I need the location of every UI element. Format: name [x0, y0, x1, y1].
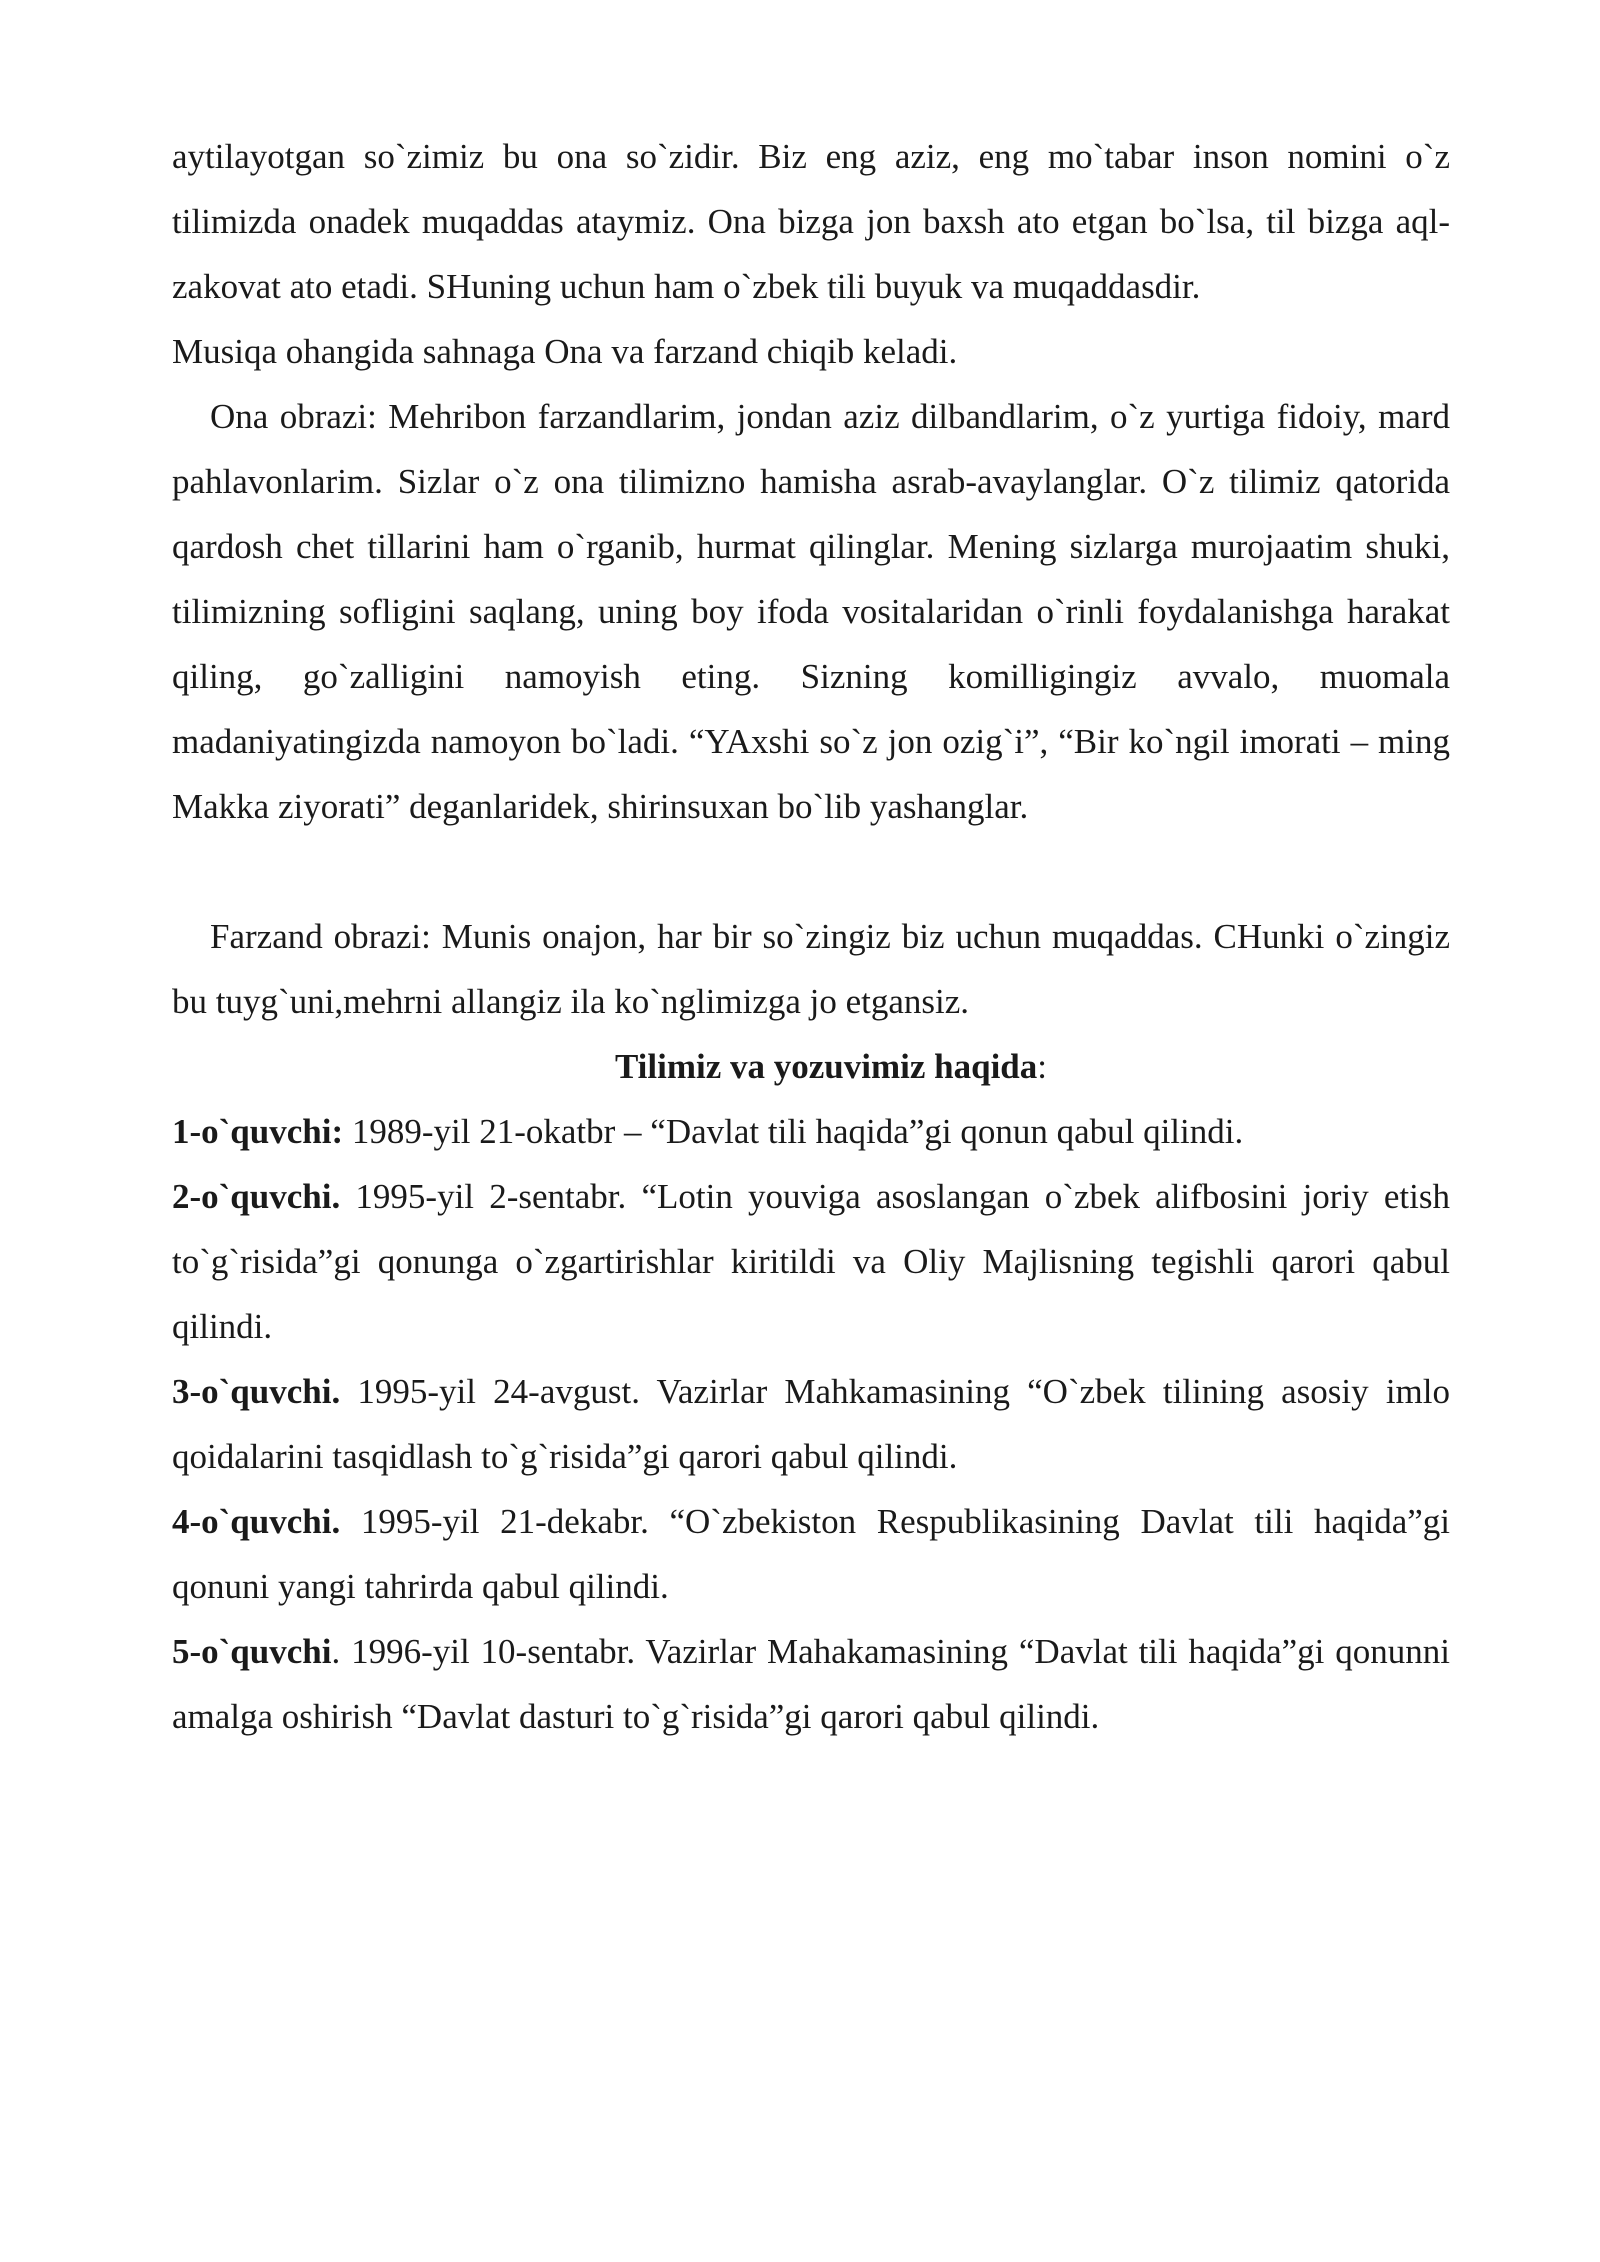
mother-speech: Ona obrazi: Mehribon farzandlarim, jondan aziz dilbandlarim, o`z yurtiga fidoiy, mard pahlavonlarim. Sizlar o`z ona tilimizno hamisha asrab-avaylanglar. O`z tilimiz qatorida qardosh chet tillarini ham o`rganib, hurmat qilinglar. Mening sizlarga murojaatim shuki, tilimizning sofligini saqlang, uning boy ifoda vositalaridan o`rinli foydalanishga harakat qiling, go`zalligini namoyish eting. Sizning komilligingiz avvalo, muomala madaniyatingizda namoyon bo`ladi. “YAxshi so`z jon ozig`i”, “Bir ko`ngil imorati – ming Makka ziyorati” deganlaridek, shirinsuxan bo`lib yashanglar.	[172, 397, 1450, 826]
reader-2	[172, 1164, 1450, 1359]
document-page	[172, 124, 1450, 1749]
section-heading	[172, 1034, 1450, 1099]
reader-4	[172, 1489, 1450, 1619]
reader-5-sep: .	[331, 1632, 341, 1671]
reader-1	[172, 1099, 1450, 1164]
reader-4-label: 4-o`quvchi.	[172, 1502, 341, 1541]
reader-3-label: 3-o`quvchi.	[172, 1372, 341, 1411]
reader-1-label: 1-o`quvchi:	[172, 1112, 344, 1151]
child-speech: Farzand obrazi: Munis onajon, har bir so`zingiz biz uchun muqaddas. CHunki o`zingiz bu tuyg`uni,mehrni allangiz ila ko`nglimizga jo etgansiz.	[172, 917, 1450, 1021]
paragraph-gap	[172, 839, 1450, 904]
reader-5-text: 1996-yil 10-sentabr. Vazirlar Mahakamasining “Davlat tili haqida”gi qonunni amalga oshirish “Davlat dasturi to`g`risida”gi qarori qabul qilindi.	[172, 1632, 1450, 1736]
reader-2-text: 1995-yil 2-sentabr. “Lotin youviga asoslangan o`zbek alifbosini joriy etish to`g`risida”gi qonunga o`zgartirishlar kiritildi va Oliy Majlisning tegishli qarori qabul qilindi.	[172, 1177, 1450, 1346]
reader-1-text: 1989-yil 21-okatbr – “Davlat tili haqida”gi qonun qabul qilindi.	[343, 1112, 1244, 1151]
reader-2-label: 2-o`quvchi.	[172, 1177, 341, 1216]
reader-5-label: 5-o`quvchi	[172, 1632, 332, 1671]
intro-paragraph: aytilayotgan so`zimiz bu ona so`zidir. Biz eng aziz, eng mo`tabar inson nomini o`z tilimizda onadek muqaddas ataymiz. Ona bizga jon baxsh ato etgan bo`lsa, til bizga aql-zakovat ato etadi. SHuning uchun ham o`zbek tili buyuk va muqaddasdir.	[172, 137, 1450, 306]
reader-3	[172, 1359, 1450, 1489]
section-colon: :	[1037, 1047, 1048, 1086]
reader-3-text: 1995-yil 24-avgust. Vazirlar Mahkamasining “O`zbek tilining asosiy imlo qoidalarini tasqidlash to`g`risida”gi qarori qabul qilindi.	[172, 1372, 1450, 1476]
section-title: Tilimiz va yozuvimiz haqida	[614, 1047, 1038, 1086]
reader-5	[172, 1619, 1450, 1749]
stage-direction: Musiqa ohangida sahnaga Ona va farzand chiqib keladi.	[172, 332, 958, 371]
reader-4-text: 1995-yil 21-dekabr. “O`zbekiston Respublikasining Davlat tili haqida”gi qonuni yangi tahrirda qabul qilindi.	[172, 1502, 1450, 1606]
